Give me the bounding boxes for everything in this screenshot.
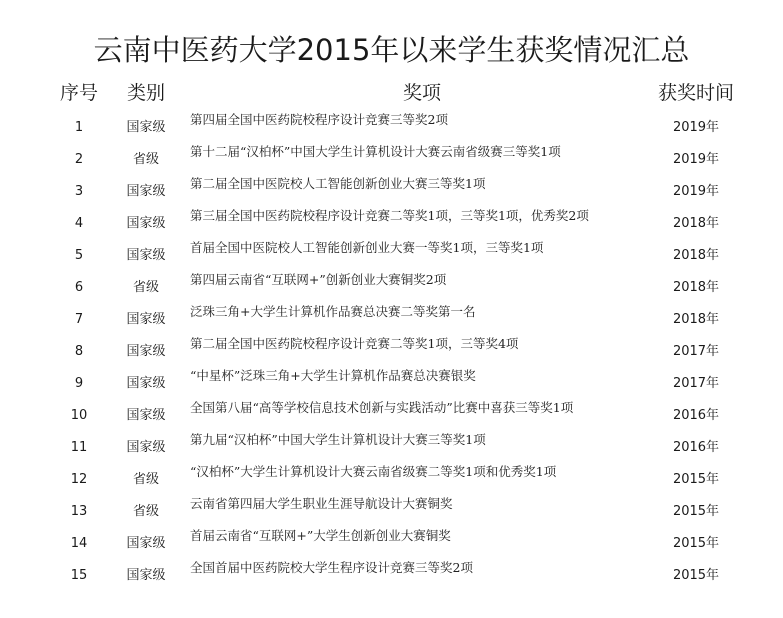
row-award: 全国首届中医药院校大学生程序设计竞赛三等奖2项 (190, 560, 473, 575)
row-award: 全国第八届“高等学校信息技术创新与实践活动”比赛中喜获三等奖1项 (190, 400, 574, 415)
row-award: 第二届全国中医药院校程序设计竞赛二等奖1项，三等奖4项 (190, 336, 519, 351)
row-number: 14 (70, 536, 88, 551)
table-row (0, 496, 783, 528)
row-award: 第九届“汉柏杯”中国大学生计算机设计大赛三等奖1项 (190, 432, 486, 447)
row-category: 省级 (132, 504, 159, 519)
row-number: 1 (74, 120, 84, 135)
row-award: 第四届全国中医药院校程序设计竞赛三等奖2项 (190, 112, 448, 127)
row-time: 2015年 (672, 504, 720, 519)
row-number: 11 (70, 440, 88, 455)
row-category: 国家级 (126, 312, 166, 327)
table-row (0, 464, 783, 496)
table-row (0, 560, 783, 592)
row-time: 2016年 (672, 408, 720, 423)
row-number: 12 (70, 472, 88, 487)
row-time: 2015年 (672, 472, 720, 487)
header-category: 类别 (126, 82, 165, 104)
row-number: 4 (74, 216, 84, 231)
row-time: 2018年 (672, 280, 720, 295)
row-award: 首届云南省“互联网+”大学生创新创业大赛铜奖 (190, 528, 451, 543)
row-time: 2018年 (672, 216, 720, 231)
row-number: 10 (70, 408, 88, 423)
row-award: 首届全国中医院校人工智能创新创业大赛一等奖1项，三等奖1项 (190, 240, 544, 255)
row-number: 13 (70, 504, 88, 519)
row-time: 2015年 (672, 536, 720, 551)
row-time: 2019年 (672, 120, 720, 135)
page-title: 云南中医药大学2015年以来学生获奖情况汇总 (93, 33, 690, 67)
header-award: 奖项 (402, 82, 441, 104)
row-time: 2017年 (672, 344, 720, 359)
table-row (0, 528, 783, 560)
row-time: 2018年 (672, 248, 720, 263)
row-category: 省级 (132, 152, 159, 167)
row-number: 5 (74, 248, 84, 263)
row-award: 第二届全国中医院校人工智能创新创业大赛三等奖1项 (190, 176, 486, 191)
row-award: 第四届云南省“互联网+”创新创业大赛铜奖2项 (190, 272, 447, 287)
row-award: 第十二届“汉柏杯”中国大学生计算机设计大赛云南省级赛三等奖1项 (190, 144, 561, 159)
row-time: 2019年 (672, 152, 720, 167)
row-number: 8 (74, 344, 84, 359)
table-row (0, 400, 783, 432)
table-row (0, 336, 783, 368)
row-time: 2019年 (672, 184, 720, 199)
row-award: “中星杯”泛珠三角+大学生计算机作品赛总决赛银奖 (190, 368, 476, 383)
row-category: 国家级 (126, 536, 166, 551)
row-award: “汉柏杯”大学生计算机设计大赛云南省级赛二等奖1项和优秀奖1项 (190, 464, 557, 479)
table-row (0, 144, 783, 176)
table-row (0, 176, 783, 208)
row-category: 国家级 (126, 248, 166, 263)
table-row (0, 240, 783, 272)
row-category: 国家级 (126, 120, 166, 135)
row-number: 7 (74, 312, 84, 327)
row-category: 国家级 (126, 408, 166, 423)
row-time: 2017年 (672, 376, 720, 391)
table-row (0, 432, 783, 464)
row-time: 2015年 (672, 568, 720, 583)
row-award: 云南省第四届大学生职业生涯导航设计大赛铜奖 (190, 496, 453, 511)
row-number: 3 (74, 184, 84, 199)
row-category: 国家级 (126, 376, 166, 391)
table-row (0, 272, 783, 304)
row-category: 国家级 (126, 568, 166, 583)
row-time: 2016年 (672, 440, 720, 455)
table-row (0, 208, 783, 240)
row-time: 2018年 (672, 312, 720, 327)
row-number: 9 (74, 376, 84, 391)
row-category: 国家级 (126, 344, 166, 359)
row-category: 国家级 (126, 216, 166, 231)
row-number: 2 (74, 152, 84, 167)
row-category: 省级 (132, 280, 159, 295)
row-award: 泛珠三角+大学生计算机作品赛总决赛二等奖第一名 (190, 304, 476, 319)
header-time: 获奖时间 (657, 82, 734, 104)
row-number: 15 (70, 568, 88, 583)
table-row (0, 304, 783, 336)
table-row (0, 368, 783, 400)
row-category: 国家级 (126, 184, 166, 199)
row-number: 6 (74, 280, 84, 295)
header-no: 序号 (59, 82, 98, 104)
row-category: 国家级 (126, 440, 166, 455)
row-award: 第三届全国中医药院校程序设计竞赛二等奖1项，三等奖1项，优秀奖2项 (190, 208, 589, 223)
table-row (0, 112, 783, 144)
row-category: 省级 (132, 472, 159, 487)
